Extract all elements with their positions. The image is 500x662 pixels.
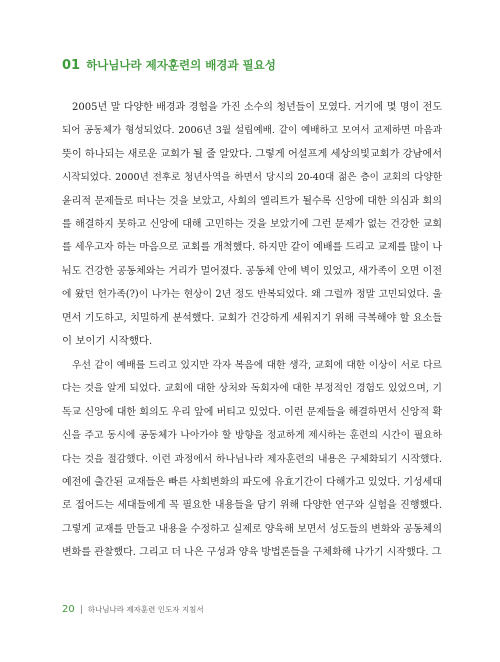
footer-divider	[81, 605, 82, 614]
book-title: 하나님나라 제자훈련 인도자 지침서	[87, 604, 204, 614]
paragraph-line: 로 접어드는 세대들에게 꼭 필요한 내용들을 담기 위해 다양한 연구와 실험을 진행했다.	[62, 500, 442, 512]
paragraph-line: 2005년 말 다양한 배경과 경험을 가진 소수의 청년들이 모였다. 거기에 몇 명이 전도	[72, 102, 442, 113]
paragraph-line: 우선 같이 예배를 드리고 있지만 각자 복음에 대한 생각, 교회에 대한 이상이 서로 다르	[72, 360, 442, 371]
paragraph-line: 그렇게 교재를 만들고 내용을 수정하고 실제로 양육해 보면서 성도들의 변화와 공동체의	[62, 523, 442, 535]
paragraph-line: 되어 공동체가 형성되었다. 2006년 3월 설립예배. 같이 예배하고 모여서 교제하면 마음과	[62, 125, 442, 137]
body-paragraph	[62, 354, 442, 565]
paragraph-line: 를 세우고자 하는 마음으로 교회를 개척했다. 하지만 같이 예배를 드리고 교제를 많이 나	[62, 242, 442, 254]
paragraph-line: 뜻이 하나되는 새로운 교회가 될 줄 알았다. 그렇게 어설프게 세상의빛교회가 강남에서	[62, 148, 443, 160]
paragraph-line: 시작되었다. 2000년 전후로 청년사역을 하면서 당시의 20-40대 젊은 층이 교회의 다양한	[62, 172, 442, 184]
paragraph-line: 에 왔던 헌가족(?)이 나가는 현상이 2년 정도 반복되었다. 왜 그럴까 정말 고민되었다. 울	[62, 289, 442, 301]
paragraph-line: 예전에 출간된 교재들은 빠른 사회변화의 파도에 유효기간이 다해가고 있었다. 기성세대	[62, 476, 442, 488]
paragraph-line: 다는 것을 알게 되었다. 교회에 대한 상처와 독회자에 대한 부정적인 경험도 있었으며, 기	[62, 383, 442, 395]
paragraph-line: 다는 것을 절감했다. 이런 과정에서 하나님나라 제자훈련의 내용은 구체화되기 시작했다.	[62, 453, 442, 465]
paragraph-line: 신을 주고 동시에 공동체가 나아가야 할 방향을 정교하게 제시하는 훈련의 시간이 필요하	[62, 430, 442, 442]
paragraph-line: 이 보이기 시작했다.	[62, 334, 153, 347]
page-footer	[62, 602, 204, 616]
paragraph-line: 독교 신앙에 대한 회의도 우리 앞에 버티고 있었다. 이런 문제들을 해결하면서 신앙적 확	[62, 406, 442, 418]
paragraph-line: 변화를 관찰했다. 그리고 더 나은 구성과 양육 방법론들을 구체화해 나가기 시작했다. 그	[62, 547, 442, 559]
body-paragraph	[62, 96, 442, 353]
paragraph-line: 면서 기도하고, 치밀하게 분석했다. 교회가 건강하게 세워지기 위해 극복해야 할 요소들	[62, 312, 442, 324]
paragraph-line: 눠도 건강한 공동체와는 거리가 멀어졌다. 공동체 안에 벽이 있었고, 새가족이 오면 이전	[62, 265, 442, 277]
paragraph-line: 윤리적 문제들로 떠나는 것을 보았고, 사회의 엘리트가 될수록 신앙에 대한 의심과 회의	[62, 195, 442, 207]
section-number: 01	[62, 57, 81, 73]
section-title: 하나님나라 제자훈련의 배경과 필요성	[86, 58, 276, 72]
page-number: 20	[62, 603, 75, 615]
paragraph-line: 를 해결하지 못하고 신앙에 대해 고민하는 것을 보았기에 그런 문제가 없는 건강한 교회	[62, 218, 442, 230]
section-heading	[62, 56, 442, 74]
